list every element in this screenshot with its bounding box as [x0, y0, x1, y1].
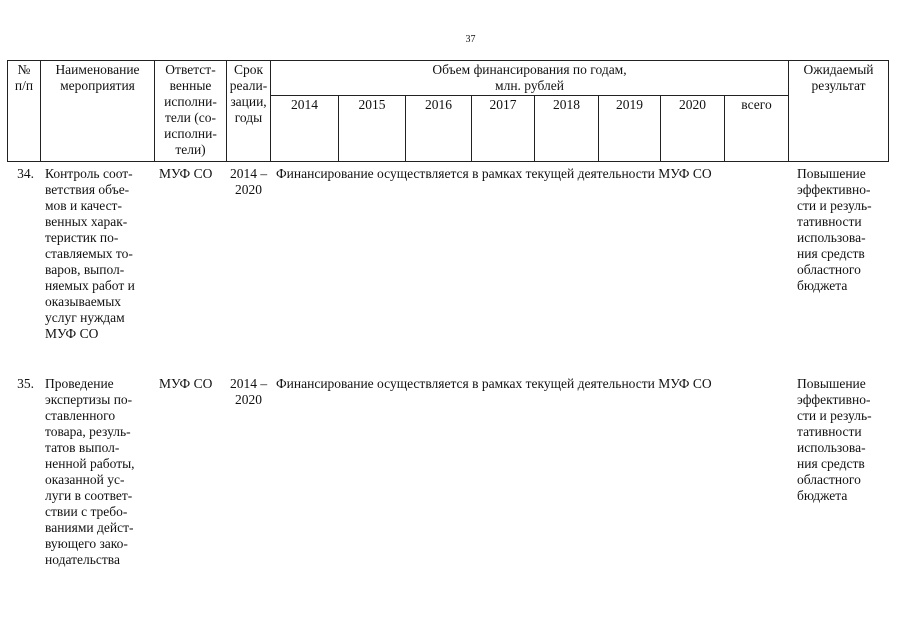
row-num: 35.: [17, 375, 34, 391]
row-name: Проведение экспертизы по- ставленного товара, резуль- татов выпол- ненной работы, оказанной ус- луги в соответ- ствии с требо- ваниями дейст- вующего зако- нодательства: [45, 375, 135, 567]
header-year-2014: 2014: [271, 96, 339, 162]
header-term: Срок реали- зации, годы: [227, 61, 271, 162]
row-financing: Финансирование осуществляется в рамках текущей деятельности МУФ СО: [271, 162, 789, 372]
header-result: Ожидаемый результат: [789, 61, 889, 162]
row-responsible: МУФ СО: [155, 162, 227, 372]
header-year-total: всего: [725, 96, 789, 162]
row-result: Повышение эффективно- сти и резуль- тативности использова- ния средств областного бюджета: [797, 375, 872, 503]
row-result: Повышение эффективно- сти и резуль- тативности использова- ния средств областного бюджета: [789, 162, 889, 372]
header-name: Наименование мероприятия: [41, 61, 155, 162]
header-funding: Объем финансирования по годам, млн. рублей: [271, 61, 789, 96]
header-num: № п/п: [8, 61, 41, 162]
row-name: Контроль соот- ветствия объе- мов и качест- венных харак- теристик по- ставляемых то- варов, выпол- няемых работ и оказываемых услуг нуждам МУФ СО: [41, 162, 155, 372]
row-term: 2014 – 2020: [227, 162, 271, 372]
row-term: 2014 – 2020: [229, 375, 268, 407]
row-financing: Финансирование осуществляется в рамках текущей деятельности МУФ СО: [276, 375, 712, 391]
header-year-2017: 2017: [472, 96, 535, 162]
header-year-2020: 2020: [661, 96, 725, 162]
header-year-2016: 2016: [406, 96, 472, 162]
row-responsible: МУФ СО: [159, 375, 213, 391]
row-num: 34.: [8, 162, 41, 372]
header-responsible: Ответст- венные исполни- тели (со- исполни- тели): [155, 61, 227, 162]
page-number: 37: [465, 34, 476, 45]
program-table: [7, 60, 889, 568]
header-year-2015: 2015: [339, 96, 406, 162]
header-year-2019: 2019: [599, 96, 661, 162]
table-row: [8, 162, 889, 372]
header-year-2018: 2018: [535, 96, 599, 162]
table-row: [8, 372, 889, 568]
